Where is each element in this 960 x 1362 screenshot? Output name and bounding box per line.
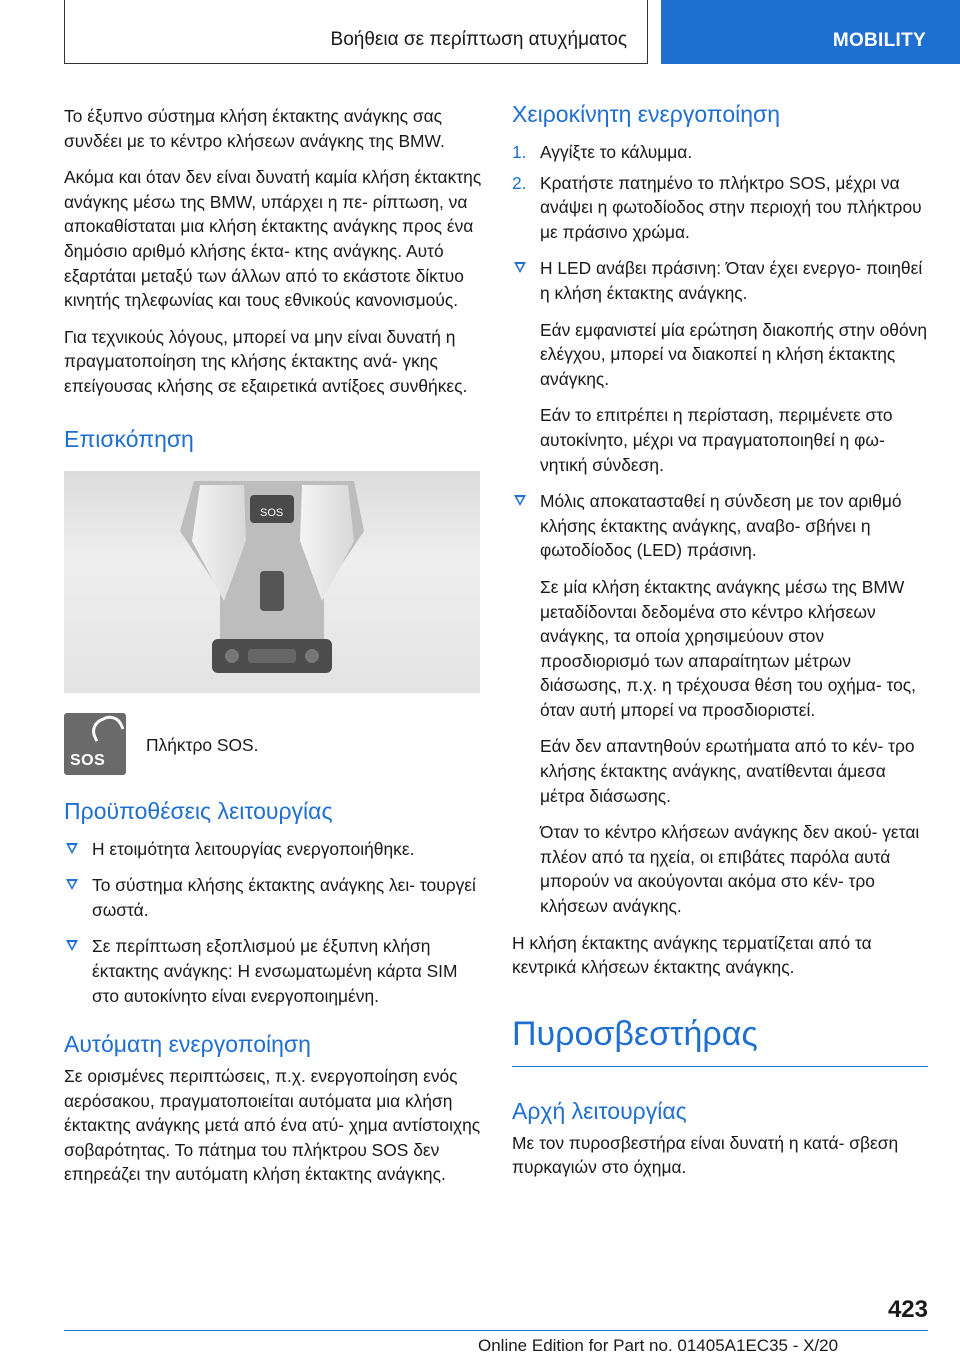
header-title: Βοήθεια σε περίπτωση ατυχήματος [330,29,627,50]
header-title-box [64,0,648,64]
list-item: Η ετοιμότητα λειτουργίας ενεργοποιήθηκε. [64,837,482,862]
sub-paragraph: Εάν εμφανιστεί μία ερώτηση διακοπής στην οθόνη ελέγχου, μπορεί να διακοπεί η κλήση έκτακτης ανάγκης. [540,319,927,389]
extinguisher-heading: Πυροσβεστήρας [512,1014,758,1053]
intro-paragraph: Το έξυπνο σύστημα κλήση έκτακτης ανάγκης σας συνδέει με το κέντρο κλήσεων ανάγκης της BMW. [64,106,445,151]
extinguisher-section-title [512,1014,928,1067]
manual-activation-heading: Χειροκίνητη ενεργοποίηση [512,101,781,127]
prerequisites-heading: Προϋποθέσεις λειτουργίας [64,797,333,824]
overview-heading: Επισκόπηση [64,425,194,452]
footer-divider [64,1330,928,1331]
triangle-bullet-icon [514,262,526,273]
list-item: 2. Κρατήστε πατημένο το πλήκτρο SOS, μέχρι να ανάψει η φωτοδίοδος στην περιοχή του πλήκτρου με πράσινο χρώμα. [512,172,922,242]
list-item: Μόλις αποκατασταθεί η σύνδεση με τον αριθμό κλήσης έκτακτης ανάγκης, αναβο- σβήνει η φωτοδίοδος (LED) πράσινη. [512,489,928,563]
extinguisher-paragraph: Με τον πυροσβεστήρα είναι δυνατή η κατά- σβεση πυρκαγιών στο όχημα. [512,1132,899,1178]
sos-caption: Πλήκτρο SOS. [146,734,259,755]
sos-button-photo [64,471,480,693]
end-call-paragraph: Η κλήση έκτακτης ανάγκης τερματίζεται από τα κεντρικά κλήσεων έκτακτης ανάγκης. [512,932,872,978]
sub-paragraph: Εάν το επιτρέπει η περίσταση, περιμένετε στο αυτοκίνητο, μέχρι να πραγματοποιηθεί η φω- νητική σύνδεση. [540,405,893,475]
technical-reasons-paragraph: Για τεχνικούς λόγους, μπορεί να μην είναι δυνατή η πραγματοποίηση της κλήσης έκτακτης ανά- γκης επείγουσας κλήσης σε εξαιρετικά αντίξοες συνθήκες. [64,326,468,396]
sub-paragraph: Όταν το κέντρο κλήσεων ανάγκης δεν ακού- γεται πλέον από τα ηχεία, οι επιβάτες παρόλα αυτά μπορούν να ακούγονται ακόμα στο κέν- τρο κλήσεων ανάγκης. [540,822,920,917]
function-principle-heading: Αρχή λειτουργίας [512,1097,687,1124]
svg-text:SOS: SOS [260,506,284,519]
footer-edition: Online Edition for Part no. 01405A1EC35 - X/20 [478,1336,839,1355]
triangle-bullet-icon [66,843,78,854]
sos-icon-label: SOS [70,751,106,769]
list-item: Το σύστημα κλήσης έκτακτης ανάγκης λει- τουργεί σωστά. [64,873,482,922]
page-number: 423 [887,1296,928,1323]
right-column [512,101,928,1192]
list-item: Η LED ανάβει πράσινη: Όταν έχει ενεργο- ποιηθεί η κλήση έκτακτης ανάγκης. [512,256,928,305]
triangle-bullet-icon [66,879,78,890]
section-tab-mobility[interactable] [661,0,960,64]
sos-legend [64,713,482,775]
public-number-paragraph: Ακόμα και όταν δεν είναι δυνατή καμία κλήση έκτακτης ανάγκης μέσω της BMW, υπάρχει η πε- ρίπτωση, να αποκαθίσταται μια κλήση έκτακτης ανάγκης προς ένα δημόσιο αριθμό κλήσης έκτα- κτης ανάγκης. Αυτό εξαρτάται μεταξύ των άλλων από το εκάστοτε δίκτυο κινητής τηλεφωνίας και τους εθνικούς κανονισμούς. [64,167,482,311]
roof-console-illustration [64,471,480,693]
left-column [64,104,482,1199]
list-item: 1. Αγγίξτε το κάλυμμα. [512,142,693,162]
triangle-bullet-icon [514,495,526,506]
list-item: Σε περίπτωση εξοπλισμού με έξυπνη κλήση έκτακτης ανάγκης: Η ενσωματωμένη κάρτα SIM στο αυτοκίνητο είναι ενεργοποιημένη. [64,934,482,1008]
sub-paragraph: Εάν δεν απαντηθούν ερωτήματα από το κέν- τρο κλήσης έκτακτης ανάγκης, ανατίθενται άμεσα μέτρα διάσωσης. [540,736,915,806]
auto-activation-paragraph: Σε ορισμένες περιπτώσεις, π.χ. ενεργοποίηση ενός αερόσακου, πραγματοποιείται αυτόματα μια κλήση έκτακτης ανάγκης μετά από ένα ατύ- χημα αντίστοιχης σοβαρότητας. Το πάτημα του πλήκτρου SOS δεν επηρεάζει την αυτόματη κλήση έκτακτης ανάγκης. [64,1066,481,1185]
section-tab-label: MOBILITY [832,30,926,51]
sos-phone-icon [64,713,126,775]
triangle-bullet-icon [66,940,78,951]
auto-activation-heading: Αυτόματη ενεργοποίηση [64,1031,311,1058]
sub-paragraph: Σε μία κλήση έκτακτης ανάγκης μέσω της BMW μεταδίδονται δεδομένα στο κέντρο κλήσεων ανάγκης, τα οποία χρησιμεύουν στον προσδιορισμό των απαραίτητων μέτρων διάσωσης, π.χ. η τρέχουσα θέση του οχήμα- τος, όταν αυτή μπορεί να προσδιοριστεί. [540,576,916,720]
